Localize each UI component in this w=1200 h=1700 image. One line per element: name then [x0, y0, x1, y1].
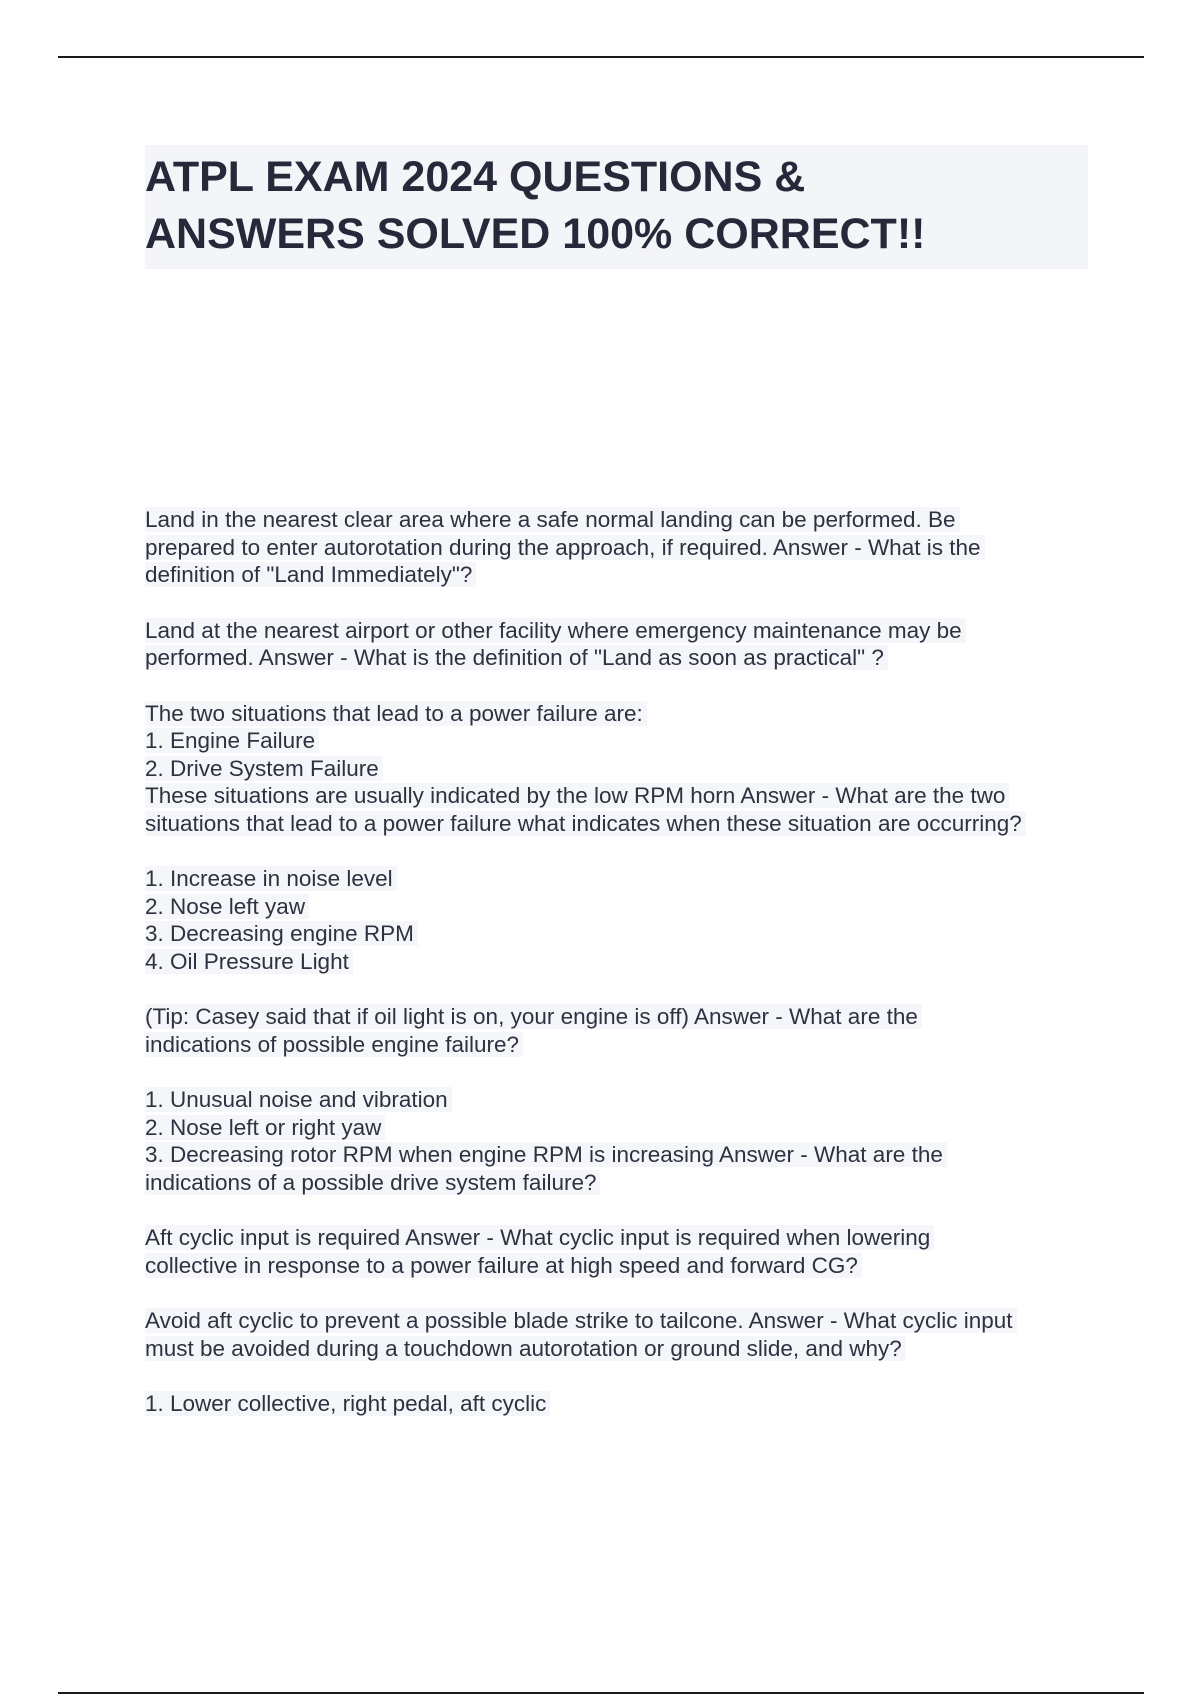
top-rule: [58, 56, 1144, 58]
qa-text-line: 3. Decreasing engine RPM: [145, 921, 418, 946]
qa-entry-5: [145, 1003, 1105, 1058]
qa-content: [145, 506, 1105, 1446]
qa-text-line: The two situations that lead to a power failure are:: [145, 701, 647, 726]
qa-text-line: prepared to enter autorotation during the approach, if required. Answer - What is the: [145, 535, 985, 560]
qa-text-line: (Tip: Casey said that if oil light is on, your engine is off) Answer - What are the: [145, 1004, 922, 1029]
qa-text-line: indications of a possible drive system failure?: [145, 1170, 600, 1195]
qa-entry-7: [145, 1224, 1105, 1279]
qa-entry-4: [145, 865, 1105, 975]
qa-text-line: 2. Drive System Failure: [145, 756, 383, 781]
qa-entry-2: [145, 617, 1105, 672]
qa-text-line: 4. Oil Pressure Light: [145, 949, 353, 974]
qa-text-line: 1. Increase in noise level: [145, 866, 397, 891]
qa-text-line: 2. Nose left yaw: [145, 894, 309, 919]
qa-entry-9: [145, 1390, 1105, 1418]
qa-text-line: These situations are usually indicated by the low RPM horn Answer - What are the two: [145, 783, 1009, 808]
qa-text-line: collective in response to a power failure at high speed and forward CG?: [145, 1253, 862, 1278]
qa-text-line: must be avoided during a touchdown autorotation or ground slide, and why?: [145, 1336, 906, 1361]
qa-entry-6: [145, 1086, 1105, 1196]
qa-text-line: 1. Lower collective, right pedal, aft cyclic: [145, 1391, 550, 1416]
qa-entry-8: [145, 1307, 1105, 1362]
qa-text-line: Land in the nearest clear area where a safe normal landing can be performed. Be: [145, 507, 960, 532]
qa-text-line: 1. Unusual noise and vibration: [145, 1087, 452, 1112]
qa-text-line: 1. Engine Failure: [145, 728, 319, 753]
qa-text-line: Avoid aft cyclic to prevent a possible blade strike to tailcone. Answer - What cyclic input: [145, 1308, 1017, 1333]
qa-entry-3: [145, 700, 1105, 838]
qa-text-line: situations that lead to a power failure what indicates when these situation are occurring?: [145, 811, 1026, 836]
title-line-2: ANSWERS SOLVED 100% CORRECT!!: [145, 210, 926, 258]
qa-text-line: performed. Answer - What is the definition of "Land as soon as practical" ?: [145, 645, 888, 670]
qa-entry-1: [145, 506, 1105, 589]
qa-text-line: 2. Nose left or right yaw: [145, 1115, 385, 1140]
bottom-rule: [58, 1692, 1144, 1694]
qa-text-line: Land at the nearest airport or other facility where emergency maintenance may be: [145, 618, 966, 643]
qa-text-line: 3. Decreasing rotor RPM when engine RPM is increasing Answer - What are the: [145, 1142, 947, 1167]
document-title: [145, 145, 1088, 269]
title-line-1: ATPL EXAM 2024 QUESTIONS &: [145, 153, 806, 201]
qa-text-line: Aft cyclic input is required Answer - What cyclic input is required when lowering: [145, 1225, 934, 1250]
qa-text-line: definition of "Land Immediately"?: [145, 562, 476, 587]
qa-text-line: indications of possible engine failure?: [145, 1032, 523, 1057]
